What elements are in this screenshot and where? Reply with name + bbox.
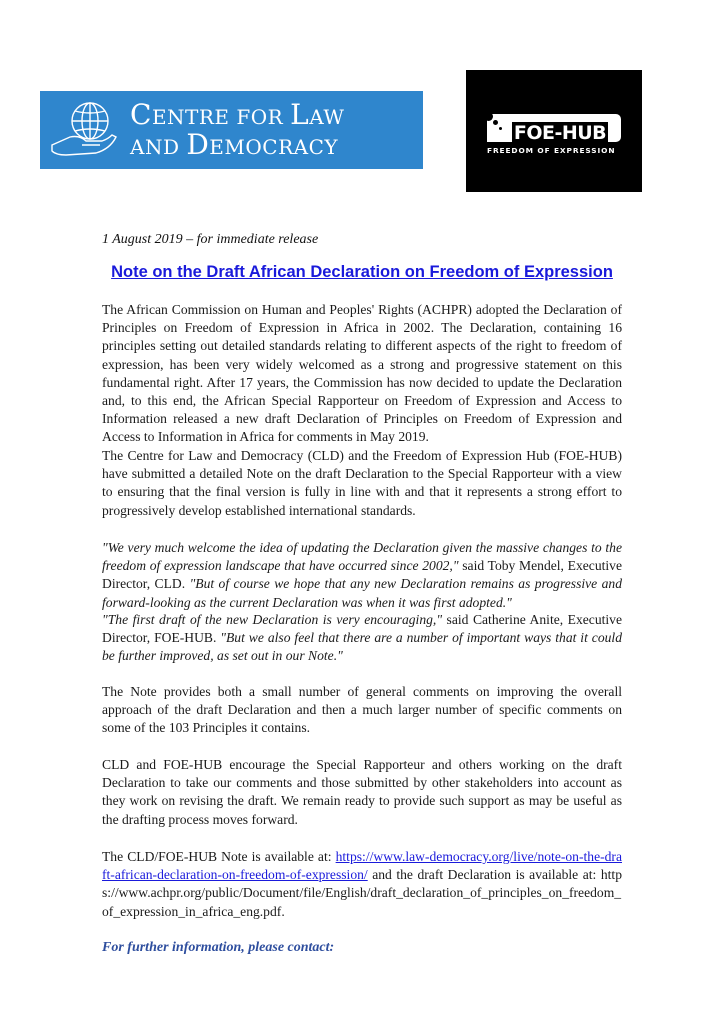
cld-note-link[interactable]: https://www.law-democracy.org/live/note-on-the-draft-african-declaration-on-freedom-of-expression/ bbox=[102, 849, 622, 883]
paragraph-2 bbox=[102, 447, 622, 520]
cld-logo-d: D bbox=[186, 128, 210, 161]
cld-logo-c: C bbox=[130, 98, 152, 131]
cld-logo-aw: AW bbox=[309, 105, 345, 129]
ink-dot-icon bbox=[484, 112, 493, 121]
paragraph-availability bbox=[102, 848, 622, 921]
foe-hub-logo-tagline: FREEDOM OF EXPRESSION bbox=[487, 146, 616, 155]
availability-suffix: . bbox=[281, 903, 285, 919]
cld-logo-for: FOR bbox=[236, 105, 291, 129]
ink-dot-icon bbox=[499, 127, 502, 130]
dateline: 1 August 2019 – for immediate release bbox=[102, 232, 319, 247]
paragraph-5 bbox=[102, 683, 622, 738]
cld-logo-emocracy: EMOCRACY bbox=[209, 135, 339, 159]
paragraph-5-text: The Note provides both a small number of general comments on improving the overall approach of the draft Declaration and then a much larger number of specific comments on some of the 103 Principles it contains. bbox=[102, 684, 622, 736]
quote-attribution: said Toby Mendel, Executive Director, CLD. bbox=[102, 558, 623, 592]
paragraph-6-text: CLD and FOE-HUB encourage the Special Rapporteur and others working on the draft Declaration to take our comments and those submitted by other stakeholders into account as they work on revising the draft. We remain ready to provide such support as may be useful as the drafting process moves forward. bbox=[102, 757, 622, 827]
cld-logo-and: AND bbox=[130, 135, 187, 159]
availability-middle: and the draft Declaration is available at: bbox=[367, 867, 601, 883]
quote-text: "But of course we hope that any new Declaration remains as progressive and forward-looking as the current Declaration was when it was first adopted." bbox=[102, 576, 623, 610]
paragraph-quote-anite bbox=[102, 611, 622, 666]
ink-dot-icon bbox=[493, 120, 498, 125]
availability-prefix: The CLD/FOE-HUB Note is available at: bbox=[102, 849, 336, 864]
paragraph-6 bbox=[102, 756, 622, 829]
contact-heading: For further information, please contact: bbox=[102, 940, 335, 955]
foe-hub-logo bbox=[466, 70, 642, 192]
paragraph-quote-mendel bbox=[102, 539, 622, 612]
quote-attribution: said Catherine Anite, Executive Director, FOE-HUB. bbox=[102, 612, 623, 646]
paragraph-1-text: The African Commission on Human and Peoples' Rights (ACHPR) adopted the Declaration of Principles on Freedom of Expression in Africa in 2002. The Declaration, containing 16 principles setting out detailed standards relating to different aspects of the right to freedom of expression, has been very widely welcomed as a strong and progressive statement on this fundamental right. After 17 years, the Commission has now decided to update the Declaration and, to this end, the African Special Rapporteur on Freedom of Expression and Access to Information released a new draft Declaration of Principles on Freedom of Expression and Access to Information in Africa for comments in May 2019. bbox=[102, 302, 622, 445]
quote-text: "We very much welcome the idea of updating the Declaration given the massive changes to the freedom of expression landscape that have occurred since 2002," bbox=[102, 540, 622, 574]
cld-logo bbox=[40, 91, 423, 169]
press-release-title: Note on the Draft African Declaration on Freedom of Expression bbox=[111, 263, 613, 281]
paragraph-1 bbox=[102, 301, 622, 447]
cld-logo-l: L bbox=[290, 98, 310, 131]
quote-text: "But we also feel that there are a number of important ways that it could be further improved, as set out in our Note." bbox=[102, 630, 622, 664]
globe-in-hand-icon bbox=[46, 95, 124, 165]
cld-logo-entre: ENTRE bbox=[151, 105, 237, 129]
paragraph-2-text: The Centre for Law and Democracy (CLD) and the Freedom of Expression Hub (FOE-HUB) have submitted a detailed Note on the draft Declaration to the Special Rapporteur with a view to ensuring that the final version is fully in line with and that it represents a strong effort to progressively develop established international standards. bbox=[102, 448, 622, 518]
foe-hub-logo-name: FOE-HUB bbox=[513, 122, 607, 144]
quote-text: "The first draft of the new Declaration is very encouraging," bbox=[102, 612, 443, 627]
achpr-draft-url: https://www.achpr.org/public/Document/file/English/draft_declaration_of_principles_on_freedom_of_expression_in_africa_eng.pdf bbox=[102, 867, 622, 919]
